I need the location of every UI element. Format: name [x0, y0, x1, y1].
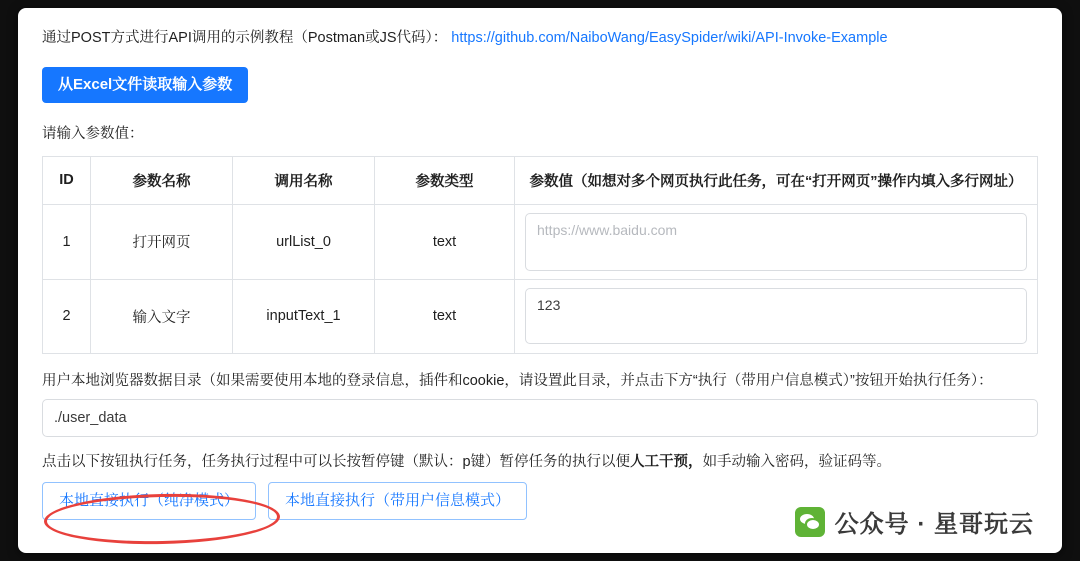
wechat-icon — [795, 507, 825, 537]
run-with-user-info-button[interactable]: 本地直接执行（带用户信息模式） — [268, 482, 527, 520]
parameters-table — [42, 156, 1038, 354]
intro-line — [42, 28, 1038, 50]
header-id: ID — [43, 156, 91, 204]
run-clean-mode-button[interactable]: 本地直接执行（纯净模式） — [42, 482, 256, 520]
row-param-value-cell — [515, 204, 1038, 279]
watermark — [795, 504, 1034, 539]
header-param-type: 参数类型 — [375, 156, 515, 204]
row-call-name: urlList_0 — [233, 204, 375, 279]
panel-content — [18, 8, 1062, 520]
row-call-name: inputText_1 — [233, 279, 375, 353]
scrollbar[interactable] — [1058, 8, 1062, 553]
row-param-type: text — [375, 279, 515, 353]
row-param-type: text — [375, 204, 515, 279]
row-param-name: 打开网页 — [91, 204, 233, 279]
user-data-dir-input[interactable] — [42, 399, 1038, 437]
execution-note-emphasis: 人工干预， — [630, 453, 703, 470]
execution-note-part2: 如手动输入密码，验证码等。 — [702, 453, 892, 470]
header-param-value: 参数值（如想对多个网页执行此任务，可在“打开网页”操作内填入多行网址） — [515, 156, 1038, 204]
execution-note-part1: 点击以下按钮执行任务，任务执行过程中可以长按暂停键（默认：p键）暂停任务的执行以便 — [42, 453, 631, 470]
table-row — [43, 204, 1038, 279]
user-data-dir-note: 用户本地浏览器数据目录（如果需要使用本地的登录信息，插件和cookie，请设置此目录，并点击下方“执行（带用户信息模式）”按钮开始执行任务）： — [42, 372, 993, 389]
table-row — [43, 279, 1038, 353]
watermark-text: 公众号 · 星哥玩云 — [834, 511, 1034, 538]
header-param-name: 参数名称 — [91, 156, 233, 204]
param-value-input-0[interactable] — [525, 213, 1027, 271]
row-param-name: 输入文字 — [91, 279, 233, 353]
row-id: 2 — [43, 279, 91, 353]
header-call-name: 调用名称 — [233, 156, 375, 204]
execution-note — [42, 450, 1038, 471]
api-example-link[interactable]: https://github.com/NaiboWang/EasySpider/wiki/API-Invoke-Example — [451, 30, 888, 46]
read-from-excel-button[interactable]: 从Excel文件读取输入参数 — [42, 67, 248, 103]
row-id: 1 — [43, 204, 91, 279]
param-value-input-1[interactable] — [525, 288, 1027, 344]
api-invoke-panel — [18, 8, 1062, 553]
params-label: 请输入参数值： — [42, 125, 144, 142]
intro-text: 通过POST方式进行API调用的示例教程（Postman或JS代码）： — [42, 30, 448, 46]
table-header-row — [43, 156, 1038, 204]
row-param-value-cell — [515, 279, 1038, 353]
